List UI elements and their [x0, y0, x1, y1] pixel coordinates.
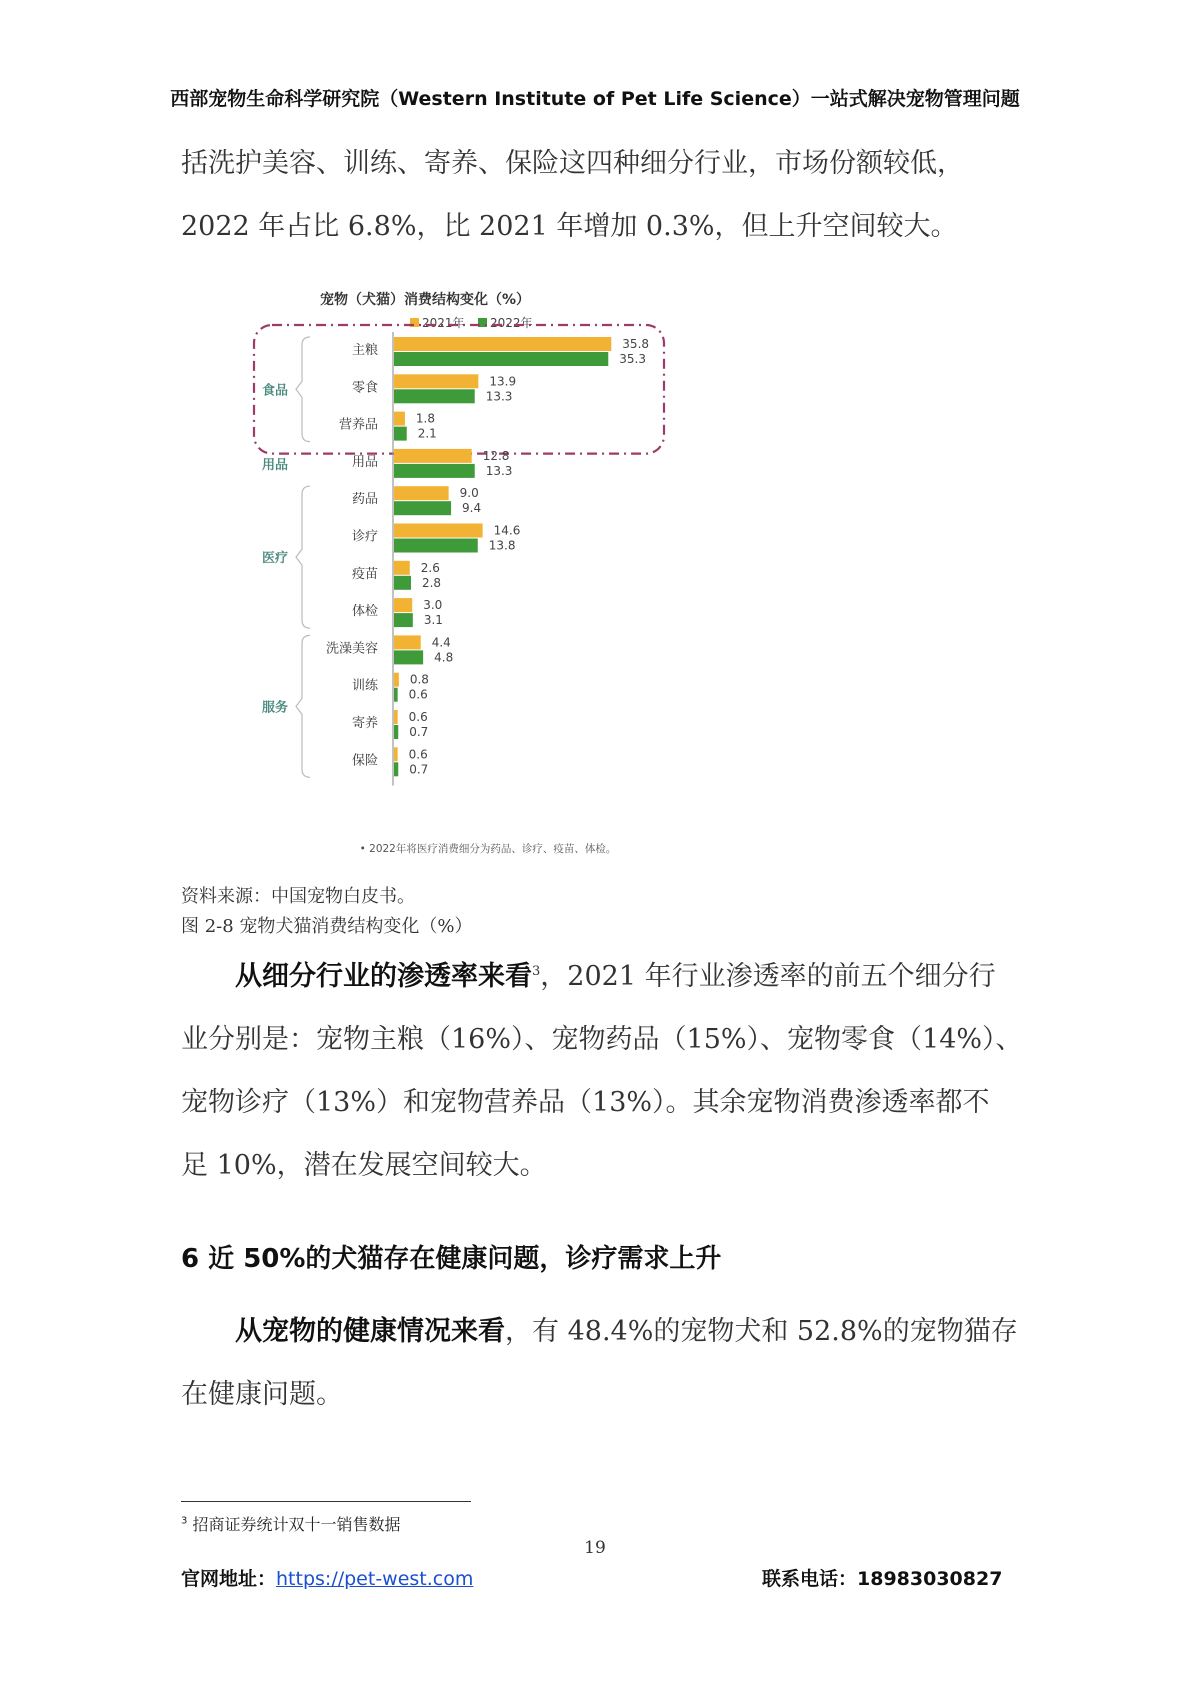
value-label: 13.3	[485, 463, 513, 478]
value-label: 0.6	[408, 710, 428, 724]
health-lead: 从宠物的健康情况来看	[235, 1316, 505, 1347]
category-label: 保险	[351, 753, 378, 769]
group-bracket-医疗	[296, 486, 310, 628]
website-link[interactable]: https://pet-west.com	[276, 1568, 474, 1590]
value-label: 0.8	[409, 672, 429, 687]
category-label: 疫苗	[351, 566, 378, 582]
value-label: 4.8	[434, 650, 454, 665]
phone-number: 18983030827	[857, 1568, 1003, 1590]
category-groups	[262, 337, 310, 777]
bar-保险-2022年	[394, 762, 398, 776]
footnote-divider	[181, 1501, 471, 1502]
bar-诊疗-2022年	[394, 539, 478, 553]
intro-line-1: 括洗护美容、训练、寄养、保险这四种细分行业，市场份额较低，	[181, 148, 964, 179]
group-bracket-食品	[296, 337, 310, 442]
category-label: 体检	[351, 604, 378, 620]
bar-疫苗-2022年	[394, 576, 411, 590]
chart-bars	[326, 332, 649, 786]
group-label-食品: 食品	[261, 383, 289, 399]
value-label: 35.8	[622, 337, 650, 351]
bar-训练-2021年	[394, 673, 399, 687]
bar-诊疗-2021年	[394, 524, 483, 538]
penetration-line-2: 业分别是：宠物主粮（16%）、宠物药品（15%）、宠物零食（14%）、	[181, 1024, 1023, 1055]
value-label: 9.4	[462, 501, 482, 516]
group-label-医疗: 医疗	[261, 551, 289, 567]
bar-药品-2021年	[394, 486, 449, 500]
category-label: 药品	[351, 492, 378, 508]
page-header: 西部宠物生命科学研究院（Western Institute of Pet Life Science）一站式解决宠物管理问题	[170, 88, 1020, 110]
legend-label-2021年: 2021年	[422, 316, 465, 330]
group-label-服务: 服务	[261, 700, 289, 716]
intro-paragraph	[181, 132, 1031, 258]
penetration-line-3: 宠物诊疗（13%）和宠物营养品（13%）。其余宠物消费渗透率都不	[181, 1087, 990, 1118]
consumption-structure-chart	[230, 280, 820, 880]
value-label: 12.8	[482, 448, 510, 463]
bar-营养品-2021年	[394, 412, 405, 426]
bar-洗澡美容-2022年	[394, 650, 423, 664]
bar-寄养-2022年	[394, 725, 398, 739]
bar-主粮-2022年	[394, 352, 608, 366]
group-bracket-服务	[296, 635, 310, 777]
category-label: 用品	[351, 454, 378, 470]
footnote: $^3$ 招商证券统计双十一销售数据	[181, 1515, 401, 1534]
bar-主粮-2021年	[394, 337, 611, 351]
value-label: 13.8	[488, 538, 516, 553]
website-label: 官网地址：	[181, 1568, 277, 1590]
value-label: 0.6	[408, 687, 428, 702]
bar-用品-2021年	[394, 449, 472, 463]
bar-营养品-2022年	[394, 427, 407, 441]
bar-疫苗-2021年	[394, 561, 410, 575]
footer-phone	[762, 1564, 1002, 1591]
penetration-line-4: 足 10%，潜在发展空间较大。	[181, 1150, 547, 1181]
figure-caption: 图 2-8 宠物犬猫消费结构变化（%）	[181, 916, 473, 937]
bar-零食-2021年	[394, 374, 478, 388]
chart-legend	[410, 315, 533, 330]
value-label: 2.6	[420, 560, 440, 575]
value-label: 13.9	[489, 374, 517, 389]
phone-label: 联系电话：	[762, 1568, 858, 1590]
bar-药品-2022年	[394, 501, 451, 515]
bar-训练-2022年	[394, 688, 398, 702]
category-label: 洗澡美容	[325, 641, 378, 657]
penetration-lead: 从细分行业的渗透率来看	[235, 961, 532, 992]
value-label: 2.1	[417, 426, 437, 441]
bar-体检-2021年	[394, 598, 412, 612]
bar-零食-2022年	[394, 389, 475, 403]
bar-洗澡美容-2021年	[394, 635, 421, 649]
value-label: 0.6	[408, 747, 428, 762]
bar-保险-2021年	[394, 747, 398, 761]
footer-website	[181, 1564, 473, 1591]
penetration-paragraph	[181, 945, 1031, 1197]
bar-体检-2022年	[394, 613, 413, 627]
category-label: 寄养	[351, 716, 378, 731]
value-label: 0.7	[409, 762, 429, 777]
category-label: 营养品	[338, 417, 378, 433]
category-label: 诊疗	[351, 529, 378, 545]
value-label: 35.3	[619, 352, 646, 366]
health-line-2: 在健康问题。	[181, 1379, 343, 1410]
chart-source: 资料来源：中国宠物白皮书。	[181, 886, 415, 907]
chart-title: 宠物（犬猫）消费结构变化（%）	[319, 292, 531, 308]
chart-note: • 2022年将医疗消费细分为药品、诊疗、疫苗、体检。	[359, 843, 617, 855]
group-label-用品: 用品	[261, 457, 289, 473]
page-number: 19	[584, 1538, 606, 1558]
value-label: 3.0	[423, 598, 443, 613]
category-label: 零食	[351, 380, 378, 396]
bar-寄养-2021年	[394, 710, 398, 724]
category-label: 主粮	[351, 343, 378, 358]
value-label: 3.1	[423, 613, 443, 628]
value-label: 0.7	[409, 725, 429, 739]
value-label: 14.6	[493, 523, 521, 538]
value-label: 1.8	[415, 411, 436, 426]
value-label: 13.3	[485, 389, 513, 404]
value-label: 4.4	[431, 635, 451, 650]
value-label: 2.8	[421, 575, 442, 590]
bar-用品-2022年	[394, 464, 475, 478]
health-paragraph	[181, 1300, 1031, 1426]
section-title: 6 近 50%的犬猫存在健康问题，诊疗需求上升	[181, 1244, 722, 1274]
legend-label-2022年: 2022年	[490, 316, 533, 330]
health-line-1: 从宠物的健康情况来看，有 48.4%的宠物犬和 52.8%的宠物猫存	[235, 1316, 1018, 1347]
value-label: 9.0	[459, 486, 479, 501]
footnote-ref[interactable]: 3	[532, 964, 541, 979]
category-label: 训练	[351, 678, 378, 694]
intro-line-2: 2022 年占比 6.8%，比 2021 年增加 0.3%，但上升空间较大。	[181, 211, 958, 242]
penetration-line-1: 从细分行业的渗透率来看$^3$，2021 年行业渗透率的前五个细分行	[235, 961, 996, 992]
